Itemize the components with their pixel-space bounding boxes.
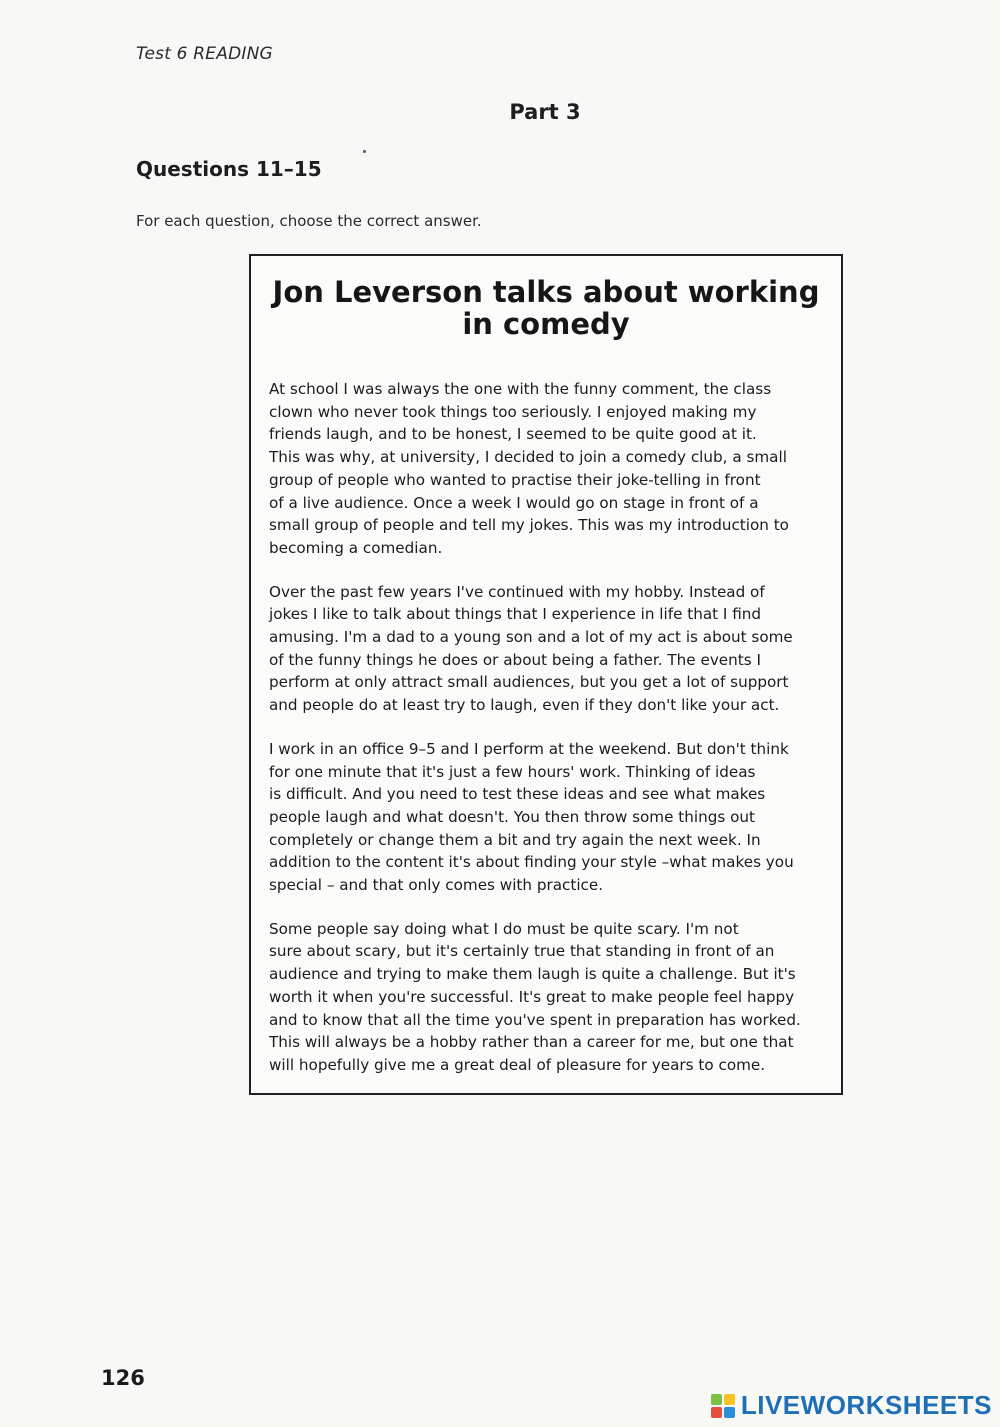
article-paragraph-2: Over the past few years I've continued with my hobby. Instead of jokes I like to talk about things that I experience in life that I find amusing. I'm a dad to a young son and a lot of my act is about some of the funny things he does or about being a father. The events I perform at only attract small audiences, but you get a lot of support and people do at least try to laugh, even if they don't like your act.: [269, 582, 793, 715]
running-head: Test 6 READING: [136, 44, 273, 64]
watermark: [711, 1390, 992, 1421]
article-title: Jon Leverson talks about working in comedy: [272, 275, 820, 341]
logo-square-yellow: [724, 1394, 735, 1405]
article-box: [249, 254, 843, 1095]
instruction-text: For each question, choose the correct answer.: [136, 212, 482, 230]
logo-square-blue: [724, 1407, 735, 1418]
logo-square-red: [711, 1407, 722, 1418]
watermark-text: LIVEWORKSHEETS: [740, 1390, 992, 1420]
liveworksheets-logo-icon: [711, 1394, 735, 1418]
article-paragraph-4: Some people say doing what I do must be quite scary. I'm not sure about scary, but it's certainly true that standing in front of an audience and trying to make them laugh is quite a challenge. But it's worth it when you're successful. It's great to make people feel happy and to know that all the time you've spent in preparation has worked. This will always be a hobby rather than a career for me, but one that will hopefully give me a great deal of pleasure for years to come.: [269, 919, 801, 1074]
logo-square-green: [711, 1394, 722, 1405]
article-paragraph-1: At school I was always the one with the funny comment, the class clown who never took things too seriously. I enjoyed making my friends laugh, and to be honest, I seemed to be quite good at it. This was why, at university, I decided to join a comedy club, a small group of people who wanted to practise their joke-telling in front of a live audience. Once a week I would go on stage in front of a small group of people and tell my jokes. This was my introduction to becoming a comedian.: [269, 380, 789, 557]
article-body: [269, 378, 835, 1098]
questions-heading: Questions 11–15: [136, 157, 322, 181]
part-title: Part 3: [509, 100, 581, 124]
stray-dot: [363, 150, 366, 153]
page-number: 126: [101, 1366, 145, 1390]
article-paragraph-3: I work in an office 9–5 and I perform at the weekend. But don't think for one minute that it's just a few hours' work. Thinking of ideas is difficult. And you need to test these ideas and see what makes people laugh and what doesn't. You then throw some things out completely or change them a bit and try again the next week. In addition to the content it's about finding your style –what makes you special – and that only comes with practice.: [269, 739, 794, 895]
